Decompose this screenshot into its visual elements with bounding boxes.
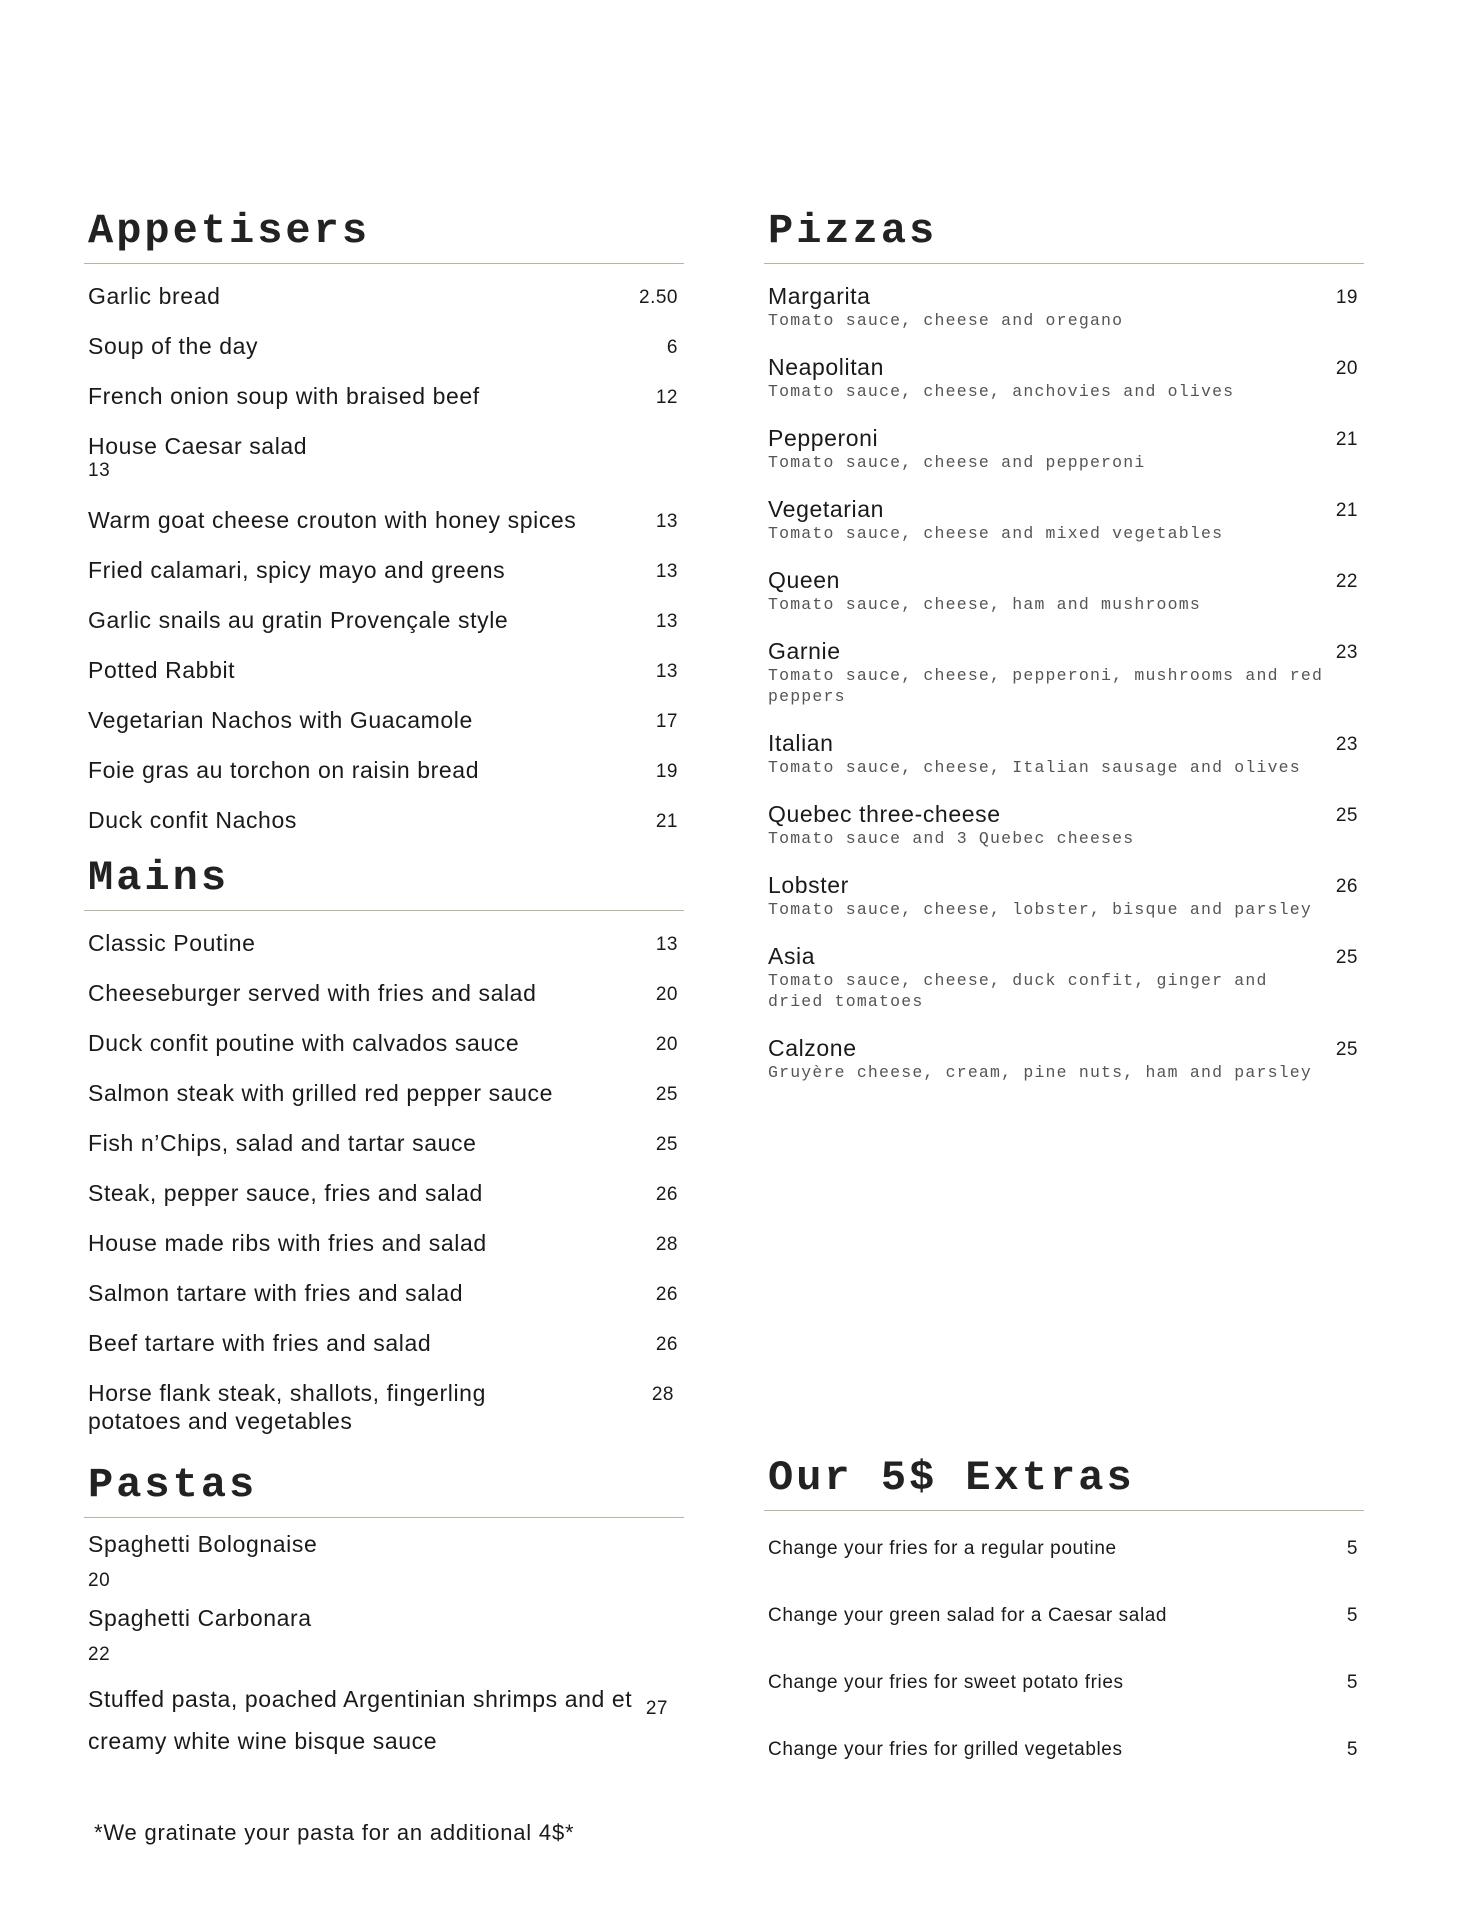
item-price: 20 xyxy=(655,1034,678,1055)
item-name: Pepperoni xyxy=(768,425,879,451)
item-description: Tomato sauce and 3 Quebec cheeses xyxy=(768,829,1135,848)
item-price: 22 xyxy=(1335,571,1358,592)
item-name: Calzone xyxy=(768,1035,857,1061)
menu-item xyxy=(84,1678,684,1806)
item-name: Change your fries for grilled vegetables xyxy=(768,1739,1123,1760)
section-divider xyxy=(84,910,684,911)
item-description: Gruyère cheese, cream, pine nuts, ham and parsley xyxy=(768,1063,1312,1082)
item-price: 22 xyxy=(88,1644,111,1665)
pizza-item xyxy=(764,566,1364,637)
menu-item xyxy=(84,1329,684,1379)
item-description: Tomato sauce, cheese, lobster, bisque and parsley xyxy=(768,900,1312,919)
item-name: Fried calamari, spicy mayo and greens xyxy=(88,557,506,583)
pastas-title: Pastas xyxy=(88,1461,258,1509)
left-column xyxy=(84,205,684,1846)
mains-title: Mains xyxy=(88,854,230,902)
item-price: 13 xyxy=(655,611,678,632)
menu-item xyxy=(84,1604,684,1678)
extras-list xyxy=(764,1535,1364,1803)
item-price: 5 xyxy=(1346,1672,1358,1693)
item-price: 20 xyxy=(655,984,678,1005)
pizza-item xyxy=(764,942,1364,1034)
item-description: Tomato sauce, cheese and mixed vegetables xyxy=(768,524,1224,543)
section-divider xyxy=(84,263,684,264)
item-name: Lobster xyxy=(768,872,849,898)
menu-item xyxy=(84,806,684,852)
item-price: 26 xyxy=(655,1334,678,1355)
item-price: 5 xyxy=(1346,1605,1358,1626)
menu-item xyxy=(84,706,684,756)
item-price: 25 xyxy=(1335,1039,1358,1060)
item-price: 13 xyxy=(655,934,678,955)
item-name: Vegetarian xyxy=(768,496,884,522)
extra-item xyxy=(764,1669,1364,1736)
menu-item xyxy=(84,282,684,332)
item-description: Tomato sauce, cheese and pepperoni xyxy=(768,453,1146,472)
menu-item xyxy=(84,432,684,506)
pizza-item xyxy=(764,424,1364,495)
item-name: House made ribs with fries and salad xyxy=(88,1230,487,1256)
item-price: 13 xyxy=(655,511,678,532)
appetisers-title: Appetisers xyxy=(88,207,371,255)
item-name: Foie gras au torchon on raisin bread xyxy=(88,757,480,783)
mains-section xyxy=(84,852,684,1437)
item-name: Horse flank steak, shallots, fingerling potatoes and vegetables xyxy=(88,1380,486,1434)
item-name: Queen xyxy=(768,567,841,593)
item-name: Potted Rabbit xyxy=(88,657,236,683)
pizzas-list xyxy=(764,282,1364,1105)
item-price: 28 xyxy=(655,1234,678,1255)
menu-item xyxy=(84,1179,684,1229)
item-name: Garlic bread xyxy=(88,283,221,309)
item-name: Garlic snails au gratin Provençale style xyxy=(88,607,509,633)
item-price: 25 xyxy=(1335,947,1358,968)
appetisers-list xyxy=(84,282,684,852)
item-name: Italian xyxy=(768,730,834,756)
item-price: 6 xyxy=(666,337,678,358)
item-price: 21 xyxy=(1335,500,1358,521)
item-price: 13 xyxy=(655,561,678,582)
mains-list xyxy=(84,929,684,1437)
item-price: 23 xyxy=(1335,642,1358,663)
pizza-item xyxy=(764,729,1364,800)
item-description: Tomato sauce, cheese, Italian sausage and olives xyxy=(768,758,1301,777)
item-description: Tomato sauce, cheese, anchovies and olives xyxy=(768,382,1235,401)
extras-section xyxy=(764,1452,1364,1803)
menu-item xyxy=(84,556,684,606)
item-name: Spaghetti Carbonara xyxy=(88,1605,312,1631)
item-description: Tomato sauce, cheese, duck confit, ginger and dried tomatoes xyxy=(768,971,1268,1011)
pizzas-section xyxy=(764,205,1364,1105)
pizzas-title: Pizzas xyxy=(768,207,938,255)
item-name: Change your fries for sweet potato fries xyxy=(768,1672,1124,1693)
item-name: Salmon steak with grilled red pepper sauce xyxy=(88,1080,553,1106)
item-name: Cheeseburger served with fries and salad xyxy=(88,980,537,1006)
item-name: Duck confit Nachos xyxy=(88,807,297,833)
menu-item xyxy=(84,756,684,806)
item-price: 17 xyxy=(655,711,678,732)
item-price: 13 xyxy=(655,661,678,682)
menu-item xyxy=(84,506,684,556)
item-price: 26 xyxy=(655,1184,678,1205)
pizza-item xyxy=(764,800,1364,871)
menu-item xyxy=(84,332,684,382)
item-name: Duck confit poutine with calvados sauce xyxy=(88,1030,520,1056)
item-price: 25 xyxy=(1335,805,1358,826)
extra-item xyxy=(764,1736,1364,1803)
item-name: Change your green salad for a Caesar salad xyxy=(768,1605,1168,1626)
item-description: Tomato sauce, cheese, ham and mushrooms xyxy=(768,595,1201,614)
section-divider xyxy=(764,263,1364,264)
item-price: 12 xyxy=(655,387,678,408)
item-name: Soup of the day xyxy=(88,333,259,359)
menu-item xyxy=(84,1279,684,1329)
extra-item xyxy=(764,1602,1364,1669)
menu-item xyxy=(84,979,684,1029)
section-divider xyxy=(84,1517,684,1518)
item-name: Stuffed pasta, poached Argentinian shrimps and et creamy white wine bisque sauce xyxy=(88,1686,633,1754)
item-price: 21 xyxy=(1335,429,1358,450)
item-name: Classic Poutine xyxy=(88,930,256,956)
pizza-item xyxy=(764,871,1364,942)
item-name: Margarita xyxy=(768,283,871,309)
menu-item xyxy=(84,1129,684,1179)
item-price: 25 xyxy=(655,1084,678,1105)
menu-item xyxy=(84,656,684,706)
item-price: 19 xyxy=(1335,287,1358,308)
item-name: French onion soup with braised beef xyxy=(88,383,480,409)
extras-title: Our 5$ Extras xyxy=(768,1454,1135,1502)
pastas-list xyxy=(84,1530,684,1806)
pizza-item xyxy=(764,1034,1364,1105)
item-price: 25 xyxy=(655,1134,678,1155)
item-name: Steak, pepper sauce, fries and salad xyxy=(88,1180,483,1206)
menu-item xyxy=(84,606,684,656)
item-name: Quebec three-cheese xyxy=(768,801,1001,827)
pasta-gratin-note: *We gratinate your pasta for an additional 4$* xyxy=(94,1820,575,1845)
item-description: Tomato sauce, cheese, pepperoni, mushrooms and red peppers xyxy=(768,666,1324,706)
item-name: Garnie xyxy=(768,638,841,664)
item-name: Warm goat cheese crouton with honey spices xyxy=(88,507,577,533)
item-name: Change your fries for a regular poutine xyxy=(768,1538,1117,1559)
item-name: House Caesar salad xyxy=(88,433,308,459)
item-price: 2.50 xyxy=(639,287,678,308)
pizza-item xyxy=(764,495,1364,566)
menu-item xyxy=(84,1029,684,1079)
item-price: 27 xyxy=(645,1698,668,1719)
pizza-item xyxy=(764,353,1364,424)
item-price: 26 xyxy=(1335,876,1358,897)
menu-item xyxy=(84,1379,684,1437)
item-price: 5 xyxy=(1346,1739,1358,1760)
item-price: 20 xyxy=(1335,358,1358,379)
item-name: Neapolitan xyxy=(768,354,884,380)
menu-item xyxy=(84,929,684,979)
extra-item xyxy=(764,1535,1364,1602)
item-name: Spaghetti Bolognaise xyxy=(88,1531,318,1557)
item-description: Tomato sauce, cheese and oregano xyxy=(768,311,1124,330)
item-price: 26 xyxy=(655,1284,678,1305)
item-price: 23 xyxy=(1335,734,1358,755)
pizza-item xyxy=(764,637,1364,729)
section-divider xyxy=(764,1510,1364,1511)
item-price: 13 xyxy=(88,460,111,481)
item-name: Beef tartare with fries and salad xyxy=(88,1330,432,1356)
item-name: Asia xyxy=(768,943,816,969)
menu-item xyxy=(84,1229,684,1279)
menu-item xyxy=(84,382,684,432)
item-price: 28 xyxy=(651,1384,674,1405)
item-name: Salmon tartare with fries and salad xyxy=(88,1280,464,1306)
item-name: Vegetarian Nachos with Guacamole xyxy=(88,707,473,733)
item-name: Fish n’Chips, salad and tartar sauce xyxy=(88,1130,477,1156)
pastas-section xyxy=(84,1459,684,1846)
menu-item xyxy=(84,1079,684,1129)
item-price: 19 xyxy=(655,761,678,782)
pizza-item xyxy=(764,282,1364,353)
appetisers-section xyxy=(84,205,684,852)
item-price: 5 xyxy=(1346,1538,1358,1559)
menu-item xyxy=(84,1530,684,1604)
item-price: 21 xyxy=(655,811,678,832)
item-price: 20 xyxy=(88,1570,111,1591)
